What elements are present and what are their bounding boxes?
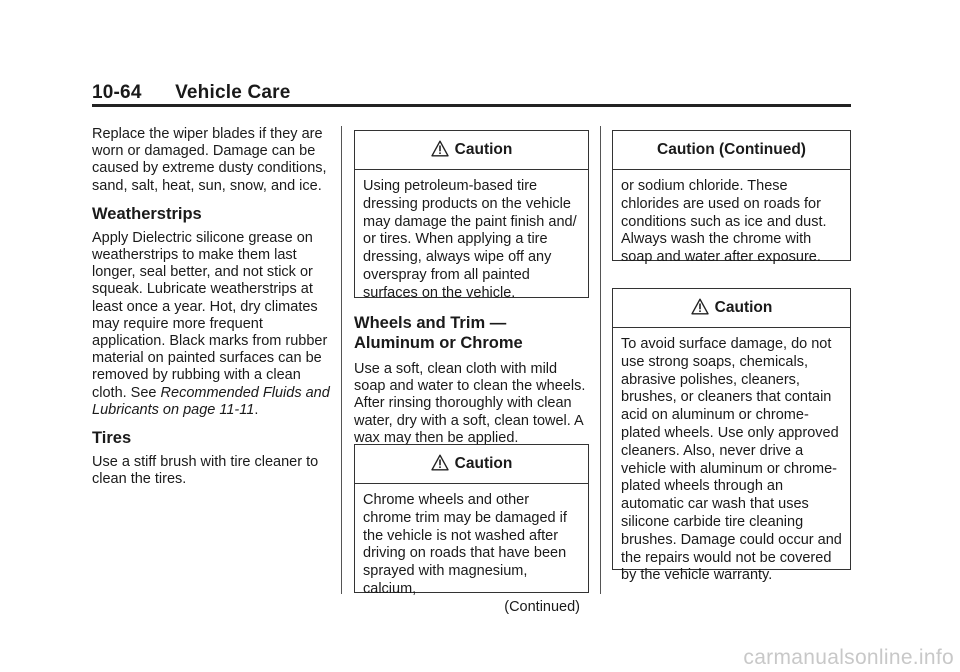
caution-header <box>613 131 850 170</box>
caution-body <box>355 170 588 313</box>
column-divider-1 <box>341 126 342 594</box>
warning-triangle-icon <box>431 454 449 471</box>
caution-text: or sodium chloride. These chlorides are used on roads for conditions such as ice and dust. Always wash the chrome with soap and water after exposure. <box>621 178 827 266</box>
wiper-paragraph: Replace the wiper blades if they are worn or damaged. Damage can be caused by extreme dusty conditions, sand, salt, heat, sun, snow, and ice. <box>92 126 327 194</box>
column-divider-2 <box>600 126 601 594</box>
section-title: Vehicle Care <box>175 82 291 103</box>
page-number: 10-64 <box>92 82 142 103</box>
caution-title: Caution <box>454 455 513 472</box>
caution-box-continued <box>612 130 851 266</box>
caution-body <box>613 328 850 595</box>
caution-header <box>355 445 588 484</box>
caution-body <box>355 484 588 627</box>
weatherstrips-end: . <box>254 401 259 418</box>
tires-paragraph: Use a stiff brush with tire cleaner to clean the tires. <box>92 454 319 488</box>
caution-title: Caution <box>454 141 513 158</box>
caution-text: Using petroleum-based tire dressing products on the vehicle may damage the paint finish and/ or tires. When applying a tire dressing, always wipe off any overspray from all painted surfaces on the vehicle. <box>363 178 577 301</box>
weatherstrips-heading: Weatherstrips <box>92 204 202 223</box>
page-header <box>92 82 291 104</box>
caution-box-chrome <box>354 444 589 615</box>
header-rule <box>92 104 851 107</box>
caution-text: Chrome wheels and other chrome trim may be damaged if the vehicle is not washed after driving on roads that have been sprayed with magnesium, calcium, <box>363 492 567 597</box>
fluids-reference-link[interactable]: Recommended Fluids and Lubricants on page 11-11 <box>92 384 330 418</box>
caution-header <box>355 131 588 170</box>
warning-triangle-icon <box>431 140 449 157</box>
weatherstrips-text: Apply Dielectric silicone grease on weatherstrips to make them last longer, seal better, and not stick or squeak. Lubricate weatherstrips at least once a year. Hot, dry climates may require more frequent application. Black marks from rubber material on painted surfaces can be removed by rubbing with a clean cloth. See <box>92 229 328 401</box>
caution-text: To avoid surface damage, do not use strong soaps, chemicals, abrasive polishes, cleaners, brushes, or cleaners that contain acid on aluminum or chrome-plated wheels. Use only approved cleaners. Also, never drive a vehicle with aluminum or chrome-plated wheels through an automatic car wash that uses silicone carbide tire cleaning brushes. Damage could occur and the repairs would not be covered by the vehicle warranty. <box>621 336 842 584</box>
caution-box-tire-dressing <box>354 130 589 301</box>
caution-header <box>613 289 850 328</box>
wheels-section <box>354 313 589 447</box>
watermark: carmanualsonline.info <box>743 646 954 669</box>
wheels-paragraph: Use a soft, clean cloth with mild soap and water to clean the wheels. After rinsing thoroughly with clean water, dry with a soft, clean towel. A wax may then be applied. <box>354 361 586 446</box>
tires-heading: Tires <box>92 429 132 448</box>
column-left <box>92 126 332 488</box>
weatherstrips-paragraph <box>92 230 332 419</box>
caution-box-cleaners <box>612 288 851 584</box>
caution-title: Caution (Continued) <box>657 141 806 158</box>
warning-triangle-icon <box>691 298 709 315</box>
continued-label: (Continued) <box>504 598 580 615</box>
wheels-heading: Wheels and Trim — Aluminum or Chrome <box>354 314 523 352</box>
caution-title: Caution <box>714 299 773 316</box>
caution-body <box>613 170 850 277</box>
